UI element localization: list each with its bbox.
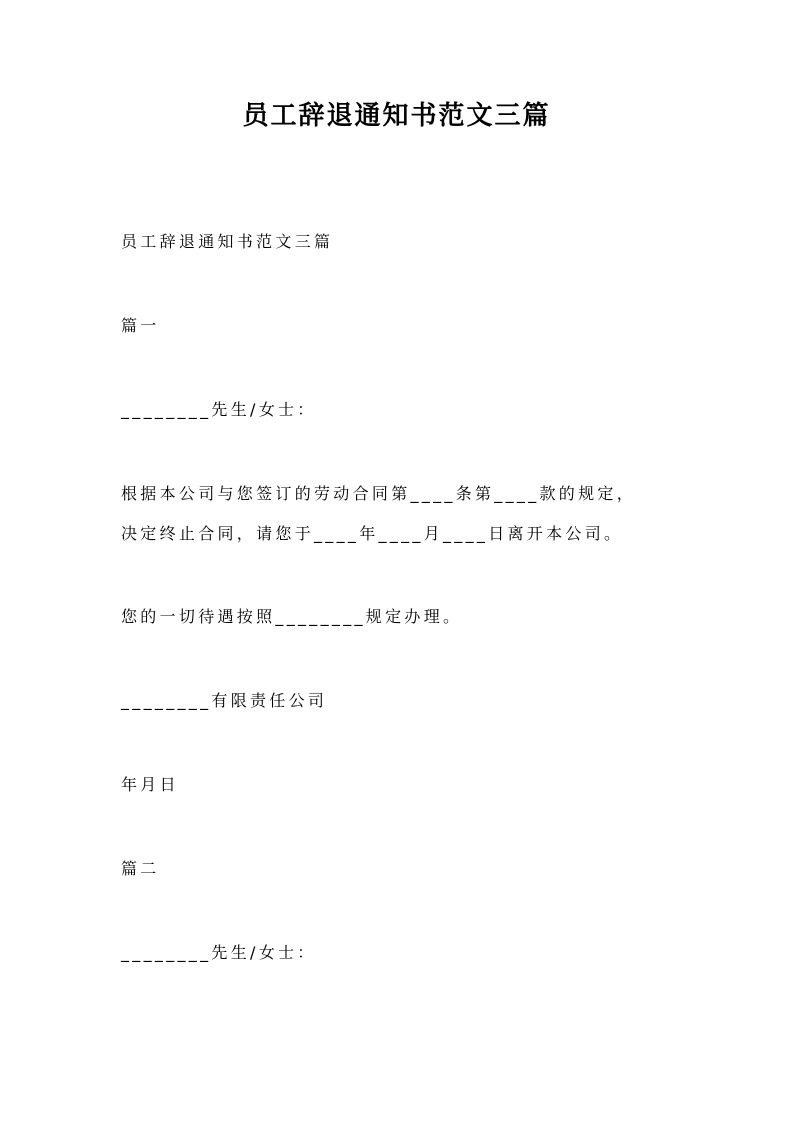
- benefits-paragraph: 您的一切待遇按照________规定办理。: [121, 607, 463, 626]
- section-heading-part-two: 篇二: [121, 859, 160, 878]
- section-heading-part-one: 篇一: [121, 316, 160, 335]
- date-line: 年月日: [121, 775, 179, 794]
- salutation-line: ________先生/女士：: [121, 943, 317, 962]
- salutation-line: ________先生/女士：: [121, 400, 317, 419]
- document-title: 员工辞退通知书范文三篇: [242, 101, 551, 131]
- document-subtitle: 员工辞退通知书范文三篇: [121, 232, 334, 251]
- company-signature-line: ________有限责任公司: [121, 691, 328, 710]
- body-paragraph-line: 根据本公司与您签订的劳动合同第____条第____款的规定，: [121, 484, 637, 503]
- body-paragraph-line: 决定终止合同，请您于____年____月____日离开本公司。: [121, 524, 624, 543]
